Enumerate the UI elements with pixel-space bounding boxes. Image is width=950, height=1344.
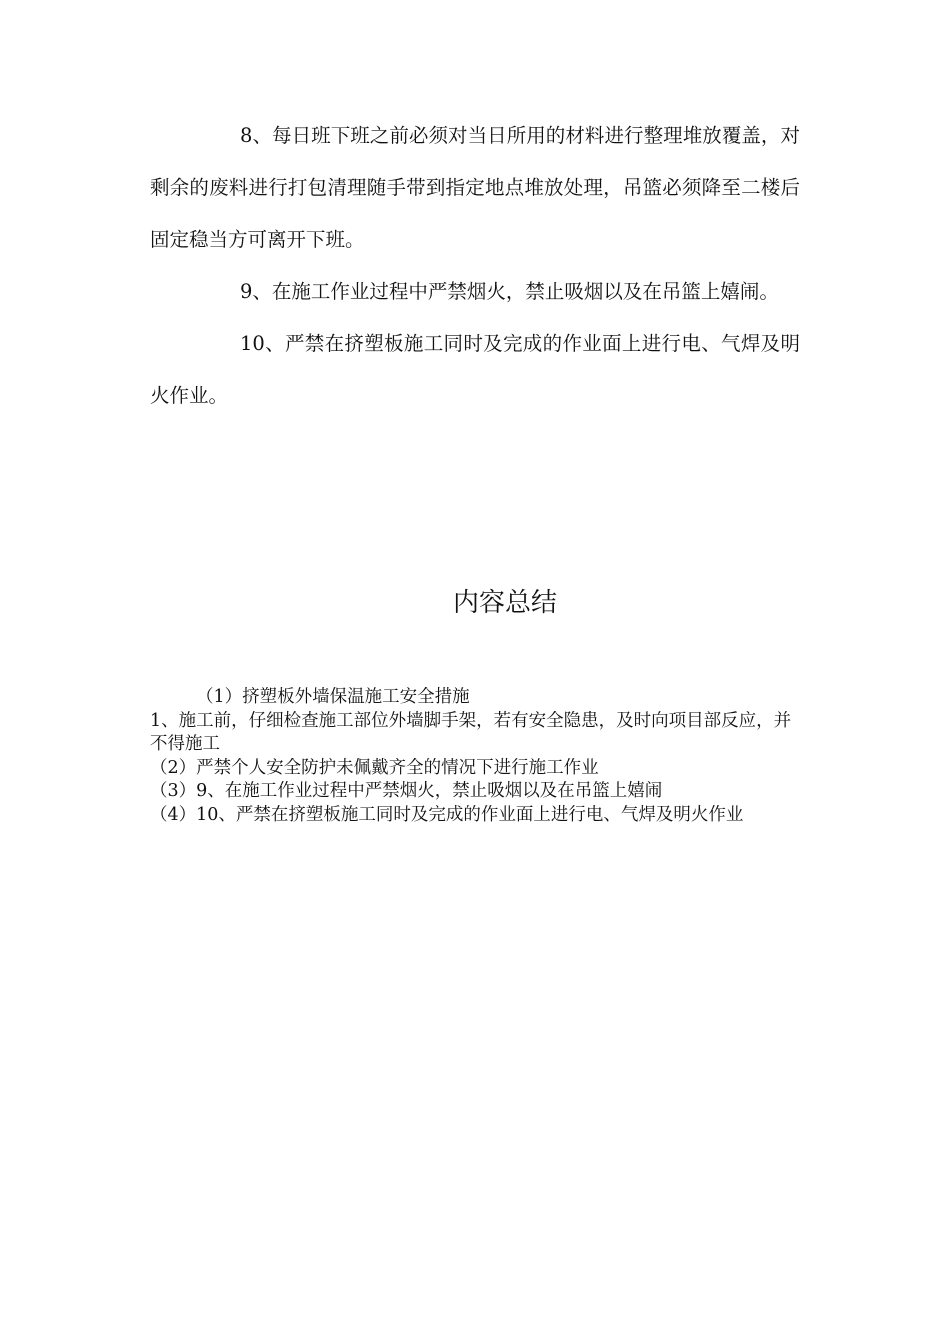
summary-item-2: 1、施工前，仔细检查施工部位外墙脚手架，若有安全隐患，及时向项目部反应，并不得施工 — [150, 710, 792, 754]
paragraph-10: 10、严禁在挤塑板施工同时及完成的作业面上进行电、气焊及明火作业。 — [150, 332, 800, 407]
summary-item-1: （1）挤塑板外墙保温施工安全措施 — [196, 687, 470, 707]
summary-item-4: （3）9、在施工作业过程中严禁烟火，禁止吸烟以及在吊篮上嬉闹 — [150, 781, 663, 801]
summary-item-3: （2）严禁个人安全防护未佩戴齐全的情况下进行施工作业 — [150, 757, 599, 778]
paragraph-8: 8、每日班下班之前必须对当日所用的材料进行整理堆放覆盖，对剩余的废料进行打包清理随手带到指定地点堆放处理，吊篮必须降至二楼后固定稳当方可离开下班。 — [150, 124, 800, 251]
summary-item-5: （4）10、严禁在挤塑板施工同时及完成的作业面上进行电、气焊及明火作业 — [150, 804, 744, 825]
paragraph-9: 9、在施工作业过程中严禁烟火，禁止吸烟以及在吊篮上嬉闹。 — [240, 280, 779, 303]
document-body — [150, 110, 800, 422]
summary-title: 内容总结 — [452, 588, 557, 618]
summary-list — [150, 686, 800, 827]
